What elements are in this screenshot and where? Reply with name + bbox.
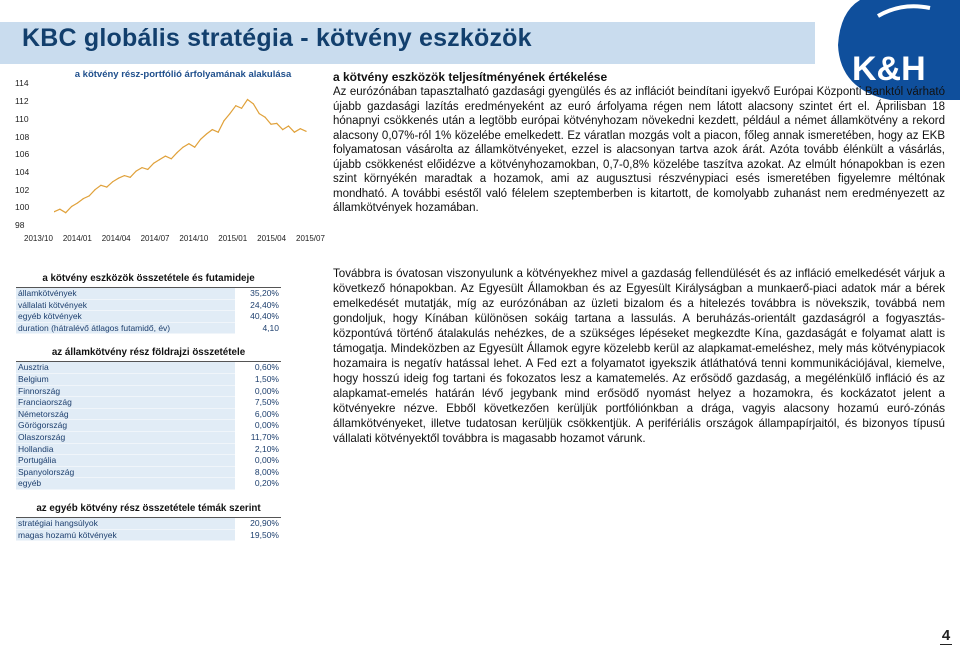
data-point bbox=[165, 156, 166, 157]
row-label: stratégiai hangsúlyok bbox=[16, 518, 235, 530]
row-value: 0,00% bbox=[254, 420, 279, 431]
row-value: 0,20% bbox=[254, 478, 279, 489]
data-point bbox=[83, 198, 84, 199]
x-tick-label: 2015/07 bbox=[296, 234, 325, 243]
row-label: Spanyolország bbox=[16, 467, 235, 479]
row-value: 0,00% bbox=[254, 455, 279, 466]
x-tick-label: 2014/04 bbox=[101, 234, 131, 243]
table-row bbox=[16, 362, 281, 374]
row-value: 2,10% bbox=[254, 443, 279, 454]
data-point bbox=[282, 129, 283, 130]
table-row bbox=[16, 300, 281, 312]
table-row bbox=[16, 311, 281, 323]
data-point bbox=[153, 163, 154, 164]
row-value: 6,00% bbox=[254, 408, 279, 419]
themes-table bbox=[16, 518, 281, 541]
row-label: Finnország bbox=[16, 386, 235, 398]
table1-heading: a kötvény eszközök összetétele és futamideje bbox=[16, 271, 281, 288]
data-point bbox=[241, 108, 242, 109]
data-point bbox=[89, 195, 90, 196]
data-point bbox=[141, 167, 142, 168]
data-point bbox=[182, 147, 183, 148]
data-point bbox=[306, 131, 307, 132]
table2-heading: az államkötvény rész földrajzi összetétele bbox=[16, 345, 281, 362]
data-point bbox=[106, 187, 107, 188]
row-label: duration (hátralévő átlagos futamidő, év) bbox=[16, 323, 235, 335]
series-line bbox=[54, 100, 306, 213]
row-label: Hollandia bbox=[16, 444, 235, 456]
row-value: 35,20% bbox=[250, 288, 279, 298]
x-tick-label: 2015/01 bbox=[218, 234, 248, 243]
chart-plot-area bbox=[54, 80, 312, 226]
page-title: KBC globális stratégia - kötvény eszközök bbox=[22, 24, 532, 52]
data-point bbox=[77, 202, 78, 203]
outlook-paragraph: Továbbra is óvatosan viszonyulunk a kötvényekhez mivel a gazdaság fellendülését és az infláció emelkedését várjuk a következő hónapokban. Az Egyesült Államokban és az Egyesült Királyságban a munkaerő-piaci adatok már a bérek emelkedését mutatják, míg az eurózónában az üzleti bizalom és a hitelezés továbbra is növekszik, továbbá nem gondoljuk, hogy Kínában különösen sokáig tartana a lassulás. A beruházás-orientált gazdaságról a fogyasztás-központúvá történő átalakulás nehézkes, de a szükséges lépéseket megkezdte Kína, gazdaságát e folyamat alatt is támogatja. Mindeközben az Egyesült Államok egyre közelebb kerül az alapkamat-emeléshez, mely más kötvénypiacok hozamaira is negatív hatással lehet. A Fed ezt a folyamatot igyekszik átláthatóvá tenni kommunikációjával, kiemelve, hogy hosszú ideig fog tartani és fokozatos lesz a kamatemelés. Az erősödő gazdaság, a megélénkülő infláció és az alapkamat-emelés határán lévő jegybank mind erősödő nyomást helyez a hozamokra, és kockázatot jelent a kötvényekre nézve. Ebből következően kerüljük portfóliónkban a drága, vagyis alacsony hozamú euró-zónás államkötvényeket, illetve tudatosan kerüljük csökkentjük. A perifériális országok állampapírjaitól, és bizonyos típusú vállalati kötvényektől továbbra is magasabb hozamot várunk. bbox=[333, 267, 945, 445]
data-point bbox=[130, 177, 131, 178]
y-tick-label: 102 bbox=[15, 184, 30, 195]
evaluation-heading: a kötvény eszközök teljesítményének értékelése bbox=[333, 70, 608, 84]
data-point bbox=[100, 185, 101, 186]
data-point bbox=[177, 152, 178, 153]
x-tick-label: 2013/10 bbox=[24, 234, 53, 243]
data-point bbox=[71, 206, 72, 207]
data-point bbox=[235, 105, 236, 106]
table-row bbox=[16, 478, 281, 490]
row-label: Olaszország bbox=[16, 432, 235, 444]
row-value: 4,10 bbox=[262, 322, 279, 333]
row-value: 8,00% bbox=[254, 466, 279, 477]
data-point bbox=[253, 103, 254, 104]
row-label: egyéb bbox=[16, 478, 235, 490]
table-row bbox=[16, 530, 281, 542]
data-point bbox=[194, 147, 195, 148]
row-label: vállalati kötvények bbox=[16, 300, 235, 312]
y-tick-label: 108 bbox=[15, 131, 30, 142]
x-tick-label: 2014/01 bbox=[62, 234, 92, 243]
data-point bbox=[212, 129, 213, 130]
data-point bbox=[65, 212, 66, 213]
data-point bbox=[171, 158, 172, 159]
page-number: 4 bbox=[941, 627, 951, 644]
composition-tables bbox=[16, 271, 281, 541]
row-value: 1,50% bbox=[254, 373, 279, 384]
row-value: 19,50% bbox=[250, 529, 279, 540]
data-point bbox=[288, 125, 289, 126]
data-point bbox=[300, 128, 301, 129]
composition-table bbox=[16, 288, 281, 334]
data-point bbox=[247, 99, 248, 100]
data-point bbox=[259, 113, 260, 114]
row-value: 0,60% bbox=[254, 362, 279, 373]
row-label: államkötvények bbox=[16, 288, 235, 300]
data-point bbox=[188, 143, 189, 144]
row-value: 20,90% bbox=[250, 517, 279, 528]
row-value: 24,40% bbox=[250, 299, 279, 310]
row-label: Belgium bbox=[16, 374, 235, 386]
y-tick-label: 112 bbox=[15, 96, 29, 107]
data-point bbox=[229, 113, 230, 114]
data-point bbox=[147, 169, 148, 170]
data-point bbox=[200, 139, 201, 140]
table-row bbox=[16, 455, 281, 467]
data-point bbox=[59, 209, 60, 210]
table3-heading: az egyéb kötvény rész összetétele témák szerint bbox=[16, 501, 281, 518]
table-row bbox=[16, 432, 281, 444]
row-label: Ausztria bbox=[16, 362, 235, 374]
row-label: magas hozamú kötvények bbox=[16, 530, 235, 542]
table-row bbox=[16, 374, 281, 386]
row-label: Németország bbox=[16, 409, 235, 421]
table-row bbox=[16, 323, 281, 335]
table-row bbox=[16, 409, 281, 421]
data-point bbox=[94, 189, 95, 190]
data-point bbox=[159, 159, 160, 160]
data-point bbox=[112, 181, 113, 182]
x-tick-label: 2014/07 bbox=[140, 234, 170, 243]
price-chart bbox=[10, 66, 325, 249]
table-row bbox=[16, 518, 281, 530]
data-point bbox=[223, 120, 224, 121]
logo-text: K&H bbox=[852, 50, 926, 88]
row-value: 7,50% bbox=[254, 397, 279, 408]
y-tick-label: 106 bbox=[15, 149, 30, 160]
row-label: Portugália bbox=[16, 455, 235, 467]
table-row bbox=[16, 420, 281, 432]
y-tick-label: 104 bbox=[15, 166, 30, 177]
data-point bbox=[118, 178, 119, 179]
row-value: 40,40% bbox=[250, 311, 279, 322]
y-tick-label: 98 bbox=[15, 220, 25, 230]
y-tick-label: 114 bbox=[15, 78, 29, 89]
data-point bbox=[276, 123, 277, 124]
geography-table bbox=[16, 362, 281, 490]
data-point bbox=[218, 132, 219, 133]
y-tick-label: 100 bbox=[15, 202, 30, 213]
data-point bbox=[124, 175, 125, 176]
evaluation-paragraph: Az eurózónában tapasztalható gazdasági gyengülés és az inflációt beindítani igyekvő Európai Központi Banktól várható újabb gazdasági lazítás eredményeként az euró árfolyama régen nem látott alacsony szintet ért el. Áprilisban 18 hónapnyi csökkenés után a legtöbb európai kötvényhozam növekedni kezdett, például a német államkötvény a rekord alacsony 0,07%-ról 1% közelébe emelkedett. Ez váratlan mozgás volt a piacon, főleg annak ismeretében, hogy az EKB folyamatosan vásárolta az államkötvényeket, ezzel is alacsonyan tartva azok árát. Azóta tovább élénkült a vásárlás, újabb csökkenést előidézve a kötvényhozamokban, 0,7-0,8% közelébe taszítva azokat. Az elmúlt hónapokban is ezen szint környékén maradtak a hozamok, ami az augusztusi részvénypiaci esés ismeretében figyelemre méltónak mondható. A további eséstől való félelem szeptemberben is kitartott, de komolyabb zuhanást nem eredményezett az államkötvények hozamában. bbox=[333, 86, 945, 214]
y-tick-label: 110 bbox=[15, 113, 29, 124]
row-label: Franciaország bbox=[16, 397, 235, 409]
x-tick-label: 2014/10 bbox=[179, 234, 209, 243]
row-label: egyéb kötvények bbox=[16, 311, 235, 323]
row-label: Görögország bbox=[16, 420, 235, 432]
data-point bbox=[206, 133, 207, 134]
row-value: 0,00% bbox=[254, 385, 279, 396]
x-tick-label: 2015/04 bbox=[257, 234, 287, 243]
table-row bbox=[16, 288, 281, 300]
data-point bbox=[270, 124, 271, 125]
data-point bbox=[265, 117, 266, 118]
table-row bbox=[16, 444, 281, 456]
data-point bbox=[136, 171, 137, 172]
data-point bbox=[294, 132, 295, 133]
row-value: 11,70% bbox=[250, 431, 279, 442]
chart-title: a kötvény rész-portfólió árfolyamának alakulása bbox=[74, 69, 292, 80]
table-row bbox=[16, 467, 281, 479]
table-row bbox=[16, 397, 281, 409]
table-row bbox=[16, 386, 281, 398]
